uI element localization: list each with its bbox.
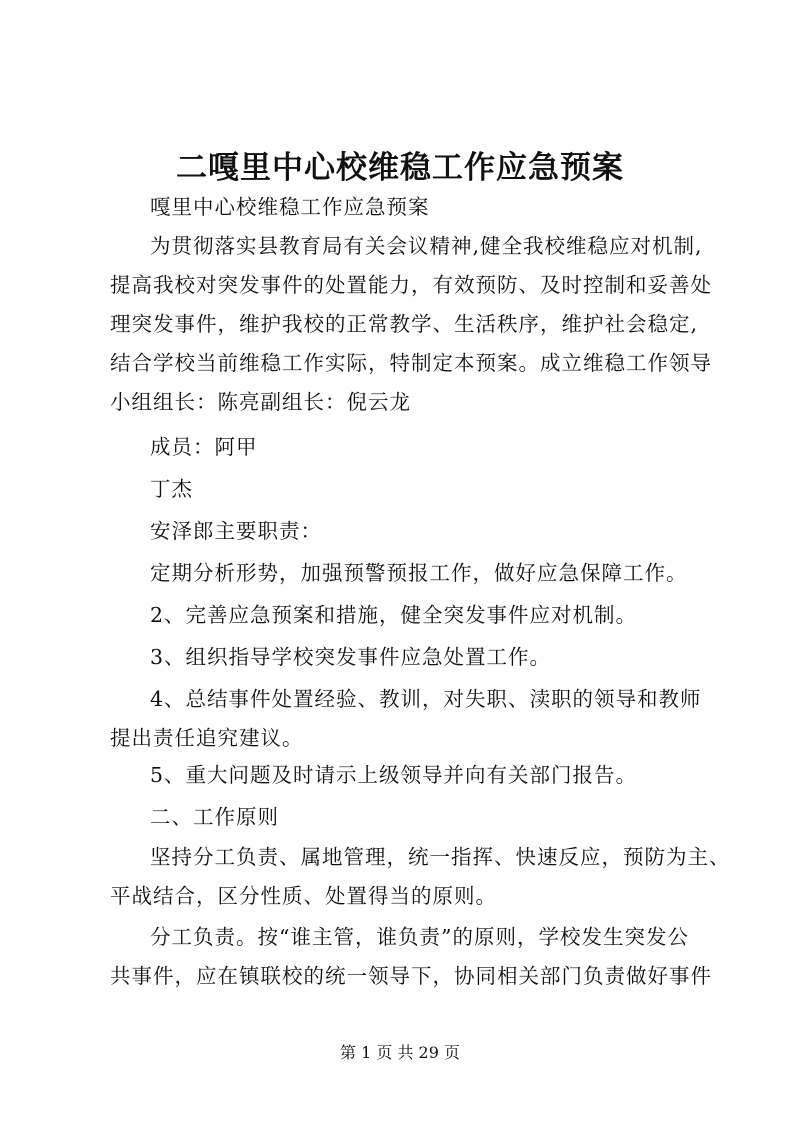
text-line: 平战结合，区分性质、处置得当的原则。 xyxy=(110,884,497,908)
paragraph-member-name xyxy=(110,470,710,509)
paragraph-responsibility xyxy=(110,918,710,996)
paragraph-duties-heading xyxy=(110,512,710,551)
text-line: 3、组织指导学校突发事件应急处置工作。 xyxy=(150,645,552,669)
text-line: 4、总结事件处置经验、教训，对失职、渎职的领导和教师 xyxy=(150,687,702,711)
text-line: 嘎里中心校维稳工作应急预案 xyxy=(150,195,430,219)
paragraph-principles xyxy=(110,838,731,916)
text-line: 理突发事件，维护我校的正常教学、生活秩序，维护社会稳定, xyxy=(110,312,699,336)
document-title: 二嘎里中心校维稳工作应急预案 xyxy=(176,150,624,186)
paragraph-duty-5 xyxy=(110,756,710,795)
text-line: 成员：阿甲 xyxy=(150,435,258,459)
text-line: 分工负责。按“谁主管，谁负责”的原则，学校发生突发公 xyxy=(150,925,689,949)
paragraph-duty-1 xyxy=(110,554,710,593)
text-line: 2、完善应急预案和措施，健全突发事件应对机制。 xyxy=(150,603,638,627)
paragraph-duty-4 xyxy=(110,680,710,758)
paragraph-subtitle xyxy=(110,188,710,227)
paragraph-intro xyxy=(110,227,710,422)
text-line: 5、重大问题及时请示上级领导并向有关部门报告。 xyxy=(150,763,638,787)
text-line: 定期分析形势，加强预警预报工作，做好应急保障工作。 xyxy=(150,561,688,585)
paragraph-duty-2 xyxy=(110,596,710,635)
text-line: 二、工作原则 xyxy=(150,805,279,829)
text-line: 安泽郎主要职责： xyxy=(150,519,322,543)
paragraph-members xyxy=(110,428,710,467)
text-line: 丁杰 xyxy=(150,477,193,501)
page-footer: 第 1 页 共 29 页 xyxy=(340,1043,460,1062)
text-line: 提出责任追究建议。 xyxy=(110,726,304,750)
paragraph-duty-3 xyxy=(110,638,710,677)
text-line: 为贯彻落实县教育局有关会议精神,健全我校维稳应对机制, xyxy=(150,234,703,258)
text-line: 提高我校对突发事件的处置能力，有效预防、及时控制和妥善处 xyxy=(110,273,712,297)
text-line: 共事件，应在镇联校的统一领导下，协同相关部门负责做好事件 xyxy=(110,964,712,988)
text-line: 结合学校当前维稳工作实际，特制定本预案。成立维稳工作领导 xyxy=(110,351,712,375)
text-line: 小组组长：陈亮副组长：倪云龙 xyxy=(110,390,411,414)
text-line: 坚持分工负责、属地管理，统一指挥、快速反应，预防为主、 xyxy=(150,845,731,869)
section-heading xyxy=(110,798,710,837)
